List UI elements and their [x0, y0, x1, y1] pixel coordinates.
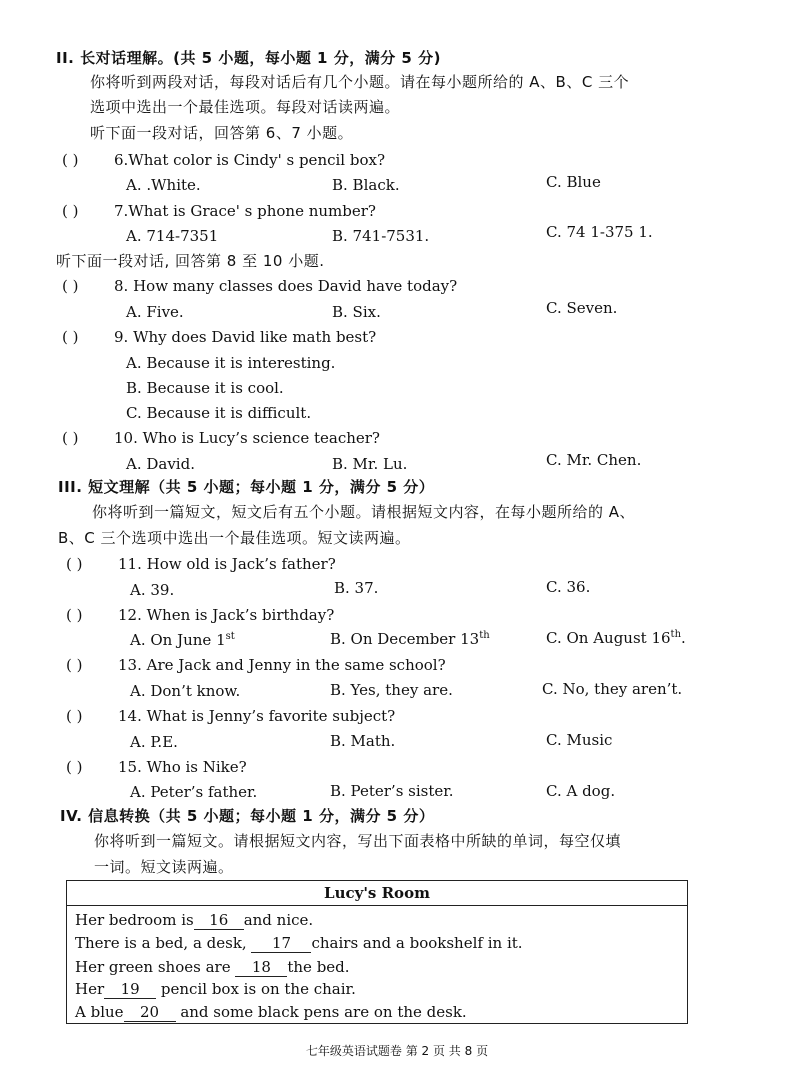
answer-paren-7[interactable]: ( )	[62, 202, 79, 220]
table-row-3: Her green shoes are 18 the bed.	[75, 958, 350, 976]
q14-option-b: B. Math.	[330, 732, 396, 750]
q12-option-a: A. On June 1st	[130, 631, 235, 649]
question-14: 14. What is Jenny’s favorite subject?	[118, 707, 396, 725]
question-12: 12. When is Jack’s birthday?	[118, 606, 335, 624]
section-2-instruction-line2: 选项中选出一个最佳选项。每段对话读两遍。	[90, 98, 401, 116]
q13-option-c: C. No, they aren’t.	[542, 680, 683, 698]
q12-option-c: C. On August 16th.	[546, 629, 686, 647]
q7-option-c: C. 74 1-375 1.	[546, 223, 653, 241]
section-3-title: III. 短文理解（共 5 小题；每小题 1 分，满分 5 分）	[58, 478, 435, 496]
section-2-subheading-1: 听下面一段对话，回答第 6、7 小题。	[90, 124, 354, 142]
blank-17[interactable]: 17	[251, 934, 311, 953]
q6-option-a: A. .White.	[126, 176, 201, 194]
table-row-5: A blue 20 and some black pens are on the desk.	[75, 1003, 467, 1021]
table-title: Lucy's Room	[67, 881, 687, 906]
blank-19[interactable]: 19	[104, 980, 156, 999]
page-footer: 七年级英语试题卷 第 2 页 共 8 页	[305, 1044, 489, 1058]
question-15: 15. Who is Nike?	[118, 758, 247, 776]
blank-20[interactable]: 20	[124, 1003, 176, 1022]
q8-option-a: A. Five.	[126, 303, 184, 321]
question-13: 13. Are Jack and Jenny in the same school?	[118, 656, 446, 674]
q6-option-c: C. Blue	[546, 173, 601, 191]
section-4-instruction-line1: 你将听到一篇短文。请根据短文内容，写出下面表格中所缺的单词，每空仅填	[94, 832, 622, 850]
q9-option-a: A. Because it is interesting.	[126, 354, 336, 372]
blank-18[interactable]: 18	[235, 958, 287, 977]
q7-option-b: B. 741-7531.	[332, 227, 430, 245]
section-3-instruction-line2: B、C 三个选项中选出一个最佳选项。短文读两遍。	[58, 529, 411, 547]
answer-paren-6[interactable]: ( )	[62, 151, 79, 169]
section-3-instruction-line1: 你将听到一篇短文，短文后有五个小题。请根据短文内容，在每小题所给的 A、	[92, 503, 636, 521]
question-6: 6.What color is Cindy' s pencil box?	[114, 151, 385, 169]
table-row-1: Her bedroom is 16 and nice.	[75, 911, 314, 929]
blank-16[interactable]: 16	[194, 911, 244, 930]
answer-paren-14[interactable]: ( )	[66, 707, 83, 725]
question-7: 7.What is Grace' s phone number?	[114, 202, 376, 220]
q11-option-a: A. 39.	[130, 581, 175, 599]
q15-option-b: B. Peter’s sister.	[330, 782, 454, 800]
q14-option-a: A. P.E.	[130, 733, 178, 751]
section-2-title: II. 长对话理解。(共 5 小题，每小题 1 分，满分 5 分)	[56, 49, 441, 67]
question-9: 9. Why does David like math best?	[114, 328, 377, 346]
q7-option-a: A. 714-7351	[126, 227, 219, 245]
q8-option-c: C. Seven.	[546, 299, 618, 317]
q11-option-b: B. 37.	[334, 579, 379, 597]
q10-option-b: B. Mr. Lu.	[332, 455, 408, 473]
section-2-subheading-2: 听下面一段对话, 回答第 8 至 10 小题.	[56, 252, 325, 270]
answer-paren-10[interactable]: ( )	[62, 429, 79, 447]
q10-option-c: C. Mr. Chen.	[546, 451, 642, 469]
answer-paren-11[interactable]: ( )	[66, 555, 83, 573]
q13-option-a: A. Don’t know.	[130, 682, 241, 700]
answer-paren-9[interactable]: ( )	[62, 328, 79, 346]
question-10: 10. Who is Lucy’s science teacher?	[114, 429, 380, 447]
q9-option-b: B. Because it is cool.	[126, 379, 284, 397]
q9-option-c: C. Because it is difficult.	[126, 404, 312, 422]
table-row-2: There is a bed, a desk, 17 chairs and a bookshelf in it.	[75, 934, 523, 952]
section-4-title: IV. 信息转换（共 5 小题；每小题 1 分，满分 5 分）	[60, 807, 435, 825]
question-11: 11. How old is Jack’s father?	[118, 555, 336, 573]
lucys-room-table	[66, 880, 688, 1024]
q8-option-b: B. Six.	[332, 303, 381, 321]
q15-option-c: C. A dog.	[546, 782, 616, 800]
answer-paren-13[interactable]: ( )	[66, 656, 83, 674]
q6-option-b: B. Black.	[332, 176, 400, 194]
answer-paren-12[interactable]: ( )	[66, 606, 83, 624]
section-2-instruction-line1: 你将听到两段对话，每段对话后有几个小题。请在每小题所给的 A、B、C 三个	[90, 73, 630, 91]
table-row-4: Her 19 pencil box is on the chair.	[75, 980, 356, 998]
question-8: 8. How many classes does David have today?	[114, 277, 458, 295]
q12-option-b: B. On December 13th	[330, 630, 490, 648]
q11-option-c: C. 36.	[546, 578, 591, 596]
answer-paren-8[interactable]: ( )	[62, 277, 79, 295]
q10-option-a: A. David.	[126, 455, 195, 473]
section-4-instruction-line2: 一词。短文读两遍。	[94, 858, 234, 876]
q13-option-b: B. Yes, they are.	[330, 681, 453, 699]
q14-option-c: C. Music	[546, 731, 613, 749]
q15-option-a: A. Peter’s father.	[130, 783, 258, 801]
answer-paren-15[interactable]: ( )	[66, 758, 83, 776]
